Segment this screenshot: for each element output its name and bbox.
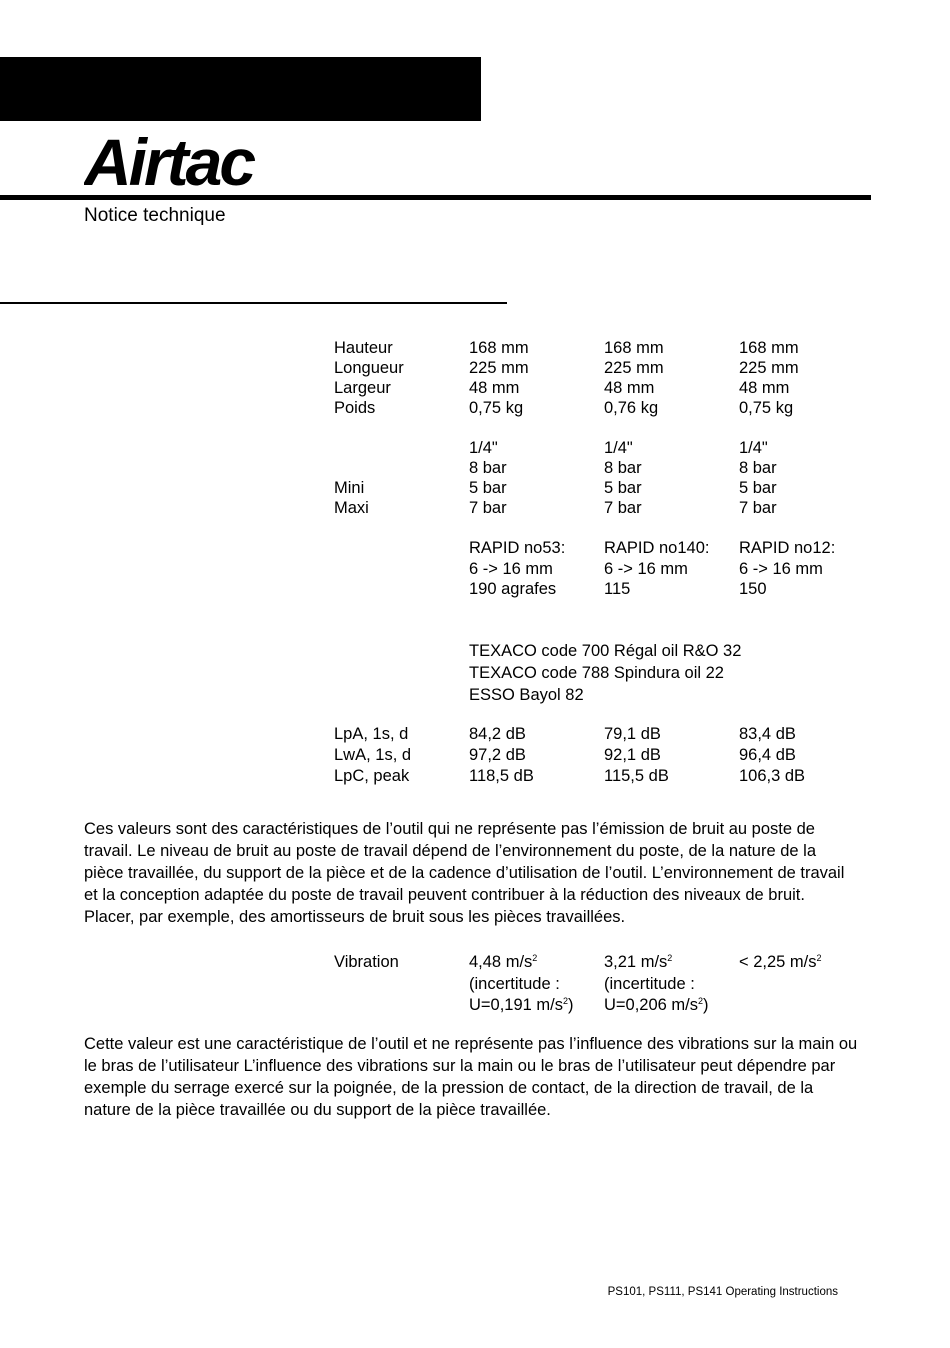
spec-value: 0,75 kg [469, 399, 524, 417]
spec-value: < 2,25 $m/s^2$ [739, 953, 822, 971]
spec-value: 115 [604, 580, 631, 598]
spec-value: (incertitude : [469, 975, 560, 993]
spec-value: 96,4 dB [739, 746, 796, 764]
spec-row-staple-type [0, 538, 950, 558]
spec-value: 6 -> 16 mm [604, 560, 688, 578]
spec-value: 48 mm [604, 379, 655, 397]
spec-row-lwa [0, 745, 950, 765]
spec-label: Maxi [334, 499, 369, 517]
spec-value: 8 bar [739, 459, 777, 477]
spec-value: 8 bar [604, 459, 642, 477]
spec-row-staple-capacity [0, 579, 950, 599]
spec-value: 168 mm [469, 339, 529, 357]
vibration-paragraph: Cette valeur est une caractéristique de l’outil et ne représente pas l’influence des vibrations sur la main ou le bras de l’utilisateur L’influence des vibrations sur la main ou le bras de l’utilisateur peut dépendre par exemple du serrage exercé sur la poignée, de la pression de contact, de la direction de travail, de la nature de la pièce travaillée ou du support de la pièce travaillée. [84, 1035, 858, 1119]
spec-label: LpC, peak [334, 767, 410, 785]
spec-value: 7 bar [739, 499, 777, 517]
section-rule [0, 302, 507, 304]
spec-value: 83,4 dB [739, 725, 796, 743]
spec-value: 48 mm [469, 379, 520, 397]
spec-value: 225 mm [739, 359, 799, 377]
spec-value: U=0,206 $m/s^2$) [604, 996, 709, 1014]
spec-value: 84,2 dB [469, 725, 526, 743]
spec-value: 225 mm [469, 359, 529, 377]
spec-value: 48 mm [739, 379, 790, 397]
spec-value: 118,5 dB [469, 767, 534, 785]
noise-paragraph: Ces valeurs sont des caractéristiques de l’outil qui ne représente pas l’émission de bruit au poste de travail. Le niveau de bruit au poste de travail dépend de l’environnement du poste, de la nature de la pièce travaillée, du support de la pièce et de la cadence d’utilisation de l’outil. L’environnement de travail et la conception adaptée du poste de travail peuvent contribuer à la réduction des niveaux de bruit. Placer, par exemple, des amortisseurs de bruit sous les pièces travaillées. [84, 820, 845, 926]
page-subtitle: Notice technique [84, 205, 226, 226]
header-rule [0, 195, 871, 200]
spec-value: 5 bar [739, 479, 777, 497]
spec-label: Poids [334, 399, 376, 417]
spec-value: 7 bar [469, 499, 507, 517]
airtac-logo [84, 128, 274, 190]
spec-value: 190 agrafes [469, 580, 557, 598]
spec-label: LwA, 1s, d [334, 746, 412, 764]
spec-value: 0,75 kg [739, 399, 794, 417]
spec-value: 92,1 dB [604, 746, 661, 764]
spec-row-hauteur [0, 338, 950, 358]
spec-row-air-inlet [0, 438, 950, 458]
spec-value: U=0,191 $m/s^2$) [469, 996, 574, 1014]
spec-row-lpa [0, 724, 950, 744]
spec-value: RAPID no140: [604, 539, 710, 557]
spec-label: Largeur [334, 379, 391, 397]
spec-value: 4,48 $m/s^2$ [469, 953, 538, 971]
spec-label: Mini [334, 479, 365, 497]
svg-text:Airtac: Airtac [84, 128, 254, 190]
spec-row-largeur [0, 378, 950, 398]
spec-label: Longueur [334, 359, 404, 377]
oil-item: TEXACO code 788 Spindura oil 22 [469, 664, 724, 682]
spec-label: Vibration [334, 953, 399, 971]
spec-row-uncertainty-label [0, 974, 950, 994]
spec-value: 115,5 dB [604, 767, 669, 785]
spec-value: 1/4" [739, 439, 768, 457]
oil-item: TEXACO code 700 Régal oil R&O 32 [469, 642, 742, 660]
spec-row-poids [0, 398, 950, 418]
spec-value: 7 bar [604, 499, 642, 517]
spec-value: 150 [739, 580, 767, 598]
spec-value: 5 bar [604, 479, 642, 497]
spec-row-uncertainty-value [0, 995, 950, 1015]
spec-row-air-pressure [0, 458, 950, 478]
spec-row-longueur [0, 358, 950, 378]
spec-value: 168 mm [739, 339, 799, 357]
spec-value: 97,2 dB [469, 746, 526, 764]
spec-value: 3,21 $m/s^2$ [604, 953, 673, 971]
spec-value: RAPID no12: [739, 539, 836, 557]
page-footer: PS101, PS111, PS141 Operating Instructions [607, 1286, 838, 1298]
spec-value: 1/4" [604, 439, 633, 457]
spec-value: 79,1 dB [604, 725, 661, 743]
spec-label: LpA, 1s, d [334, 725, 409, 743]
spec-value: 225 mm [604, 359, 664, 377]
spec-value: 6 -> 16 mm [469, 560, 553, 578]
spec-value: RAPID no53: [469, 539, 566, 557]
spec-value: 5 bar [469, 479, 507, 497]
spec-value: 6 -> 16 mm [739, 560, 823, 578]
spec-row-staple-length [0, 559, 950, 579]
spec-value: (incertitude : [604, 975, 695, 993]
header-black-bar [0, 57, 481, 121]
spec-row-mini [0, 478, 950, 498]
spec-value: 0,76 kg [604, 399, 659, 417]
oil-item: ESSO Bayol 82 [469, 686, 584, 704]
spec-value: 168 mm [604, 339, 664, 357]
spec-label: Hauteur [334, 339, 393, 357]
spec-value: 8 bar [469, 459, 507, 477]
spec-value: 1/4" [469, 439, 498, 457]
spec-row-maxi [0, 498, 950, 518]
spec-row-vibration [0, 952, 950, 972]
spec-value: 106,3 dB [739, 767, 806, 785]
spec-row-lpc [0, 766, 950, 786]
